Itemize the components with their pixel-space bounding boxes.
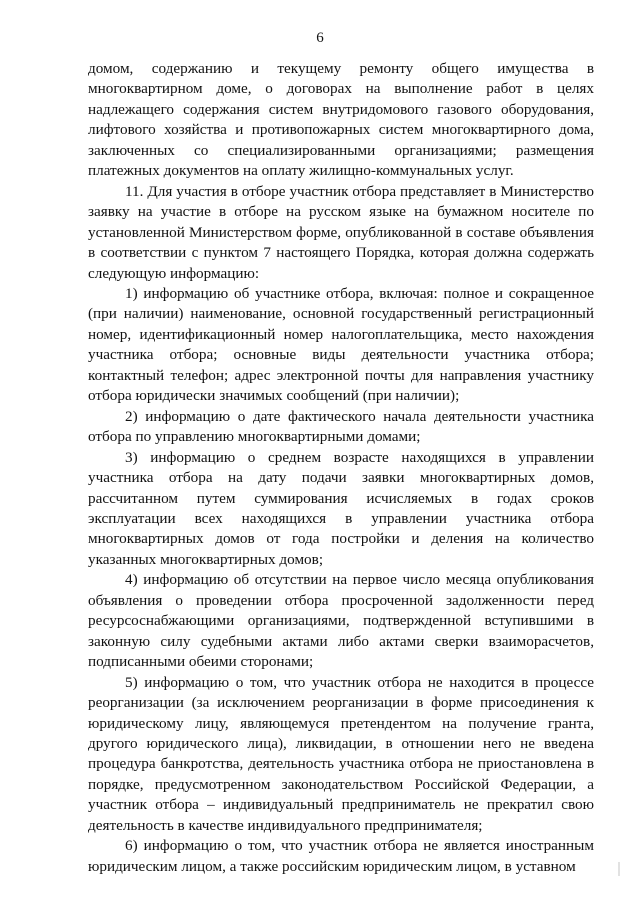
paragraph-item-3: 3) информацию о среднем возрасте находящихся в управлении участника отбора на дату подачи заявки многоквартирных домов, рассчитанном путем суммирования исчисляемых в годах сроков эксплуатации всех находящихся в управлении участника отбора многоквартирных домов от года постройки и деления на количество указанных многоквартирных домов; — [88, 448, 594, 568]
document-body — [88, 59, 594, 877]
paragraph-item-2: 2) информацию о дате фактического начала деятельности участника отбора по управлению многоквартирными домами; — [88, 407, 594, 446]
page-number: 6 — [316, 30, 324, 46]
scan-margin-mark — [618, 862, 620, 876]
paragraph-clause-11: 11. Для участия в отборе участник отбора представляет в Министерство заявку на участие в отборе на русском языке на бумажном носителе по установленной Министерством форме, опубликованной в составе объявления в соответствии с пунктом 7 настоящего Порядка, которая должна содержать следующую информацию: — [88, 182, 594, 282]
paragraph-item-5: 5) информацию о том, что участник отбора не находится в процессе реорганизации (за исключением реорганизации в форме присоединения к юридическому лицу, являющемуся претендентом на получение гранта, другого юридического лица), ликвидации, в отношении него не введена процедура банкротства, деятельность участника отбора не приостановлена в порядке, предусмотренном законодательством Российской Федерации, а участник отбора – индивидуальный предприниматель не прекратил свою деятельность в качестве индивидуального предпринимателя; — [88, 673, 594, 834]
paragraph-item-1: 1) информацию об участнике отбора, включая: полное и сокращенное (при наличии) наименование, основной государственный регистрационный номер, идентификационный номер налогоплательщика, место нахождения участника отбора; основные виды деятельности участника отбора; контактный телефон; адрес электронной почты для направления участнику отбора юридически значимых сообщений (при наличии); — [88, 284, 594, 405]
paragraph-continuation: домом, содержанию и текущему ремонту общего имущества в многоквартирном доме, о договорах на выполнение работ в целях надлежащего содержания систем внутридомового газового оборудования, лифтового хозяйства и противопожарных систем многоквартирного дома, заключенных со специализированными организациями; размещения платежных документов на оплату жилищно-коммунальных услуг. — [88, 60, 594, 180]
paragraph-item-6: 6) информацию о том, что участник отбора не является иностранным юридическим лицом, а также российским юридическим лицом, в уставном — [88, 837, 594, 875]
paragraph-item-4: 4) информацию об отсутствии на первое число месяца опубликования объявления о проведении отбора просроченной задолженности перед ресурсоснабжающими организациями, подтвержденной вступившими в законную силу судебными актами либо актами сверки взаиморасчетов, подписанными обеими сторонами; — [88, 571, 594, 671]
